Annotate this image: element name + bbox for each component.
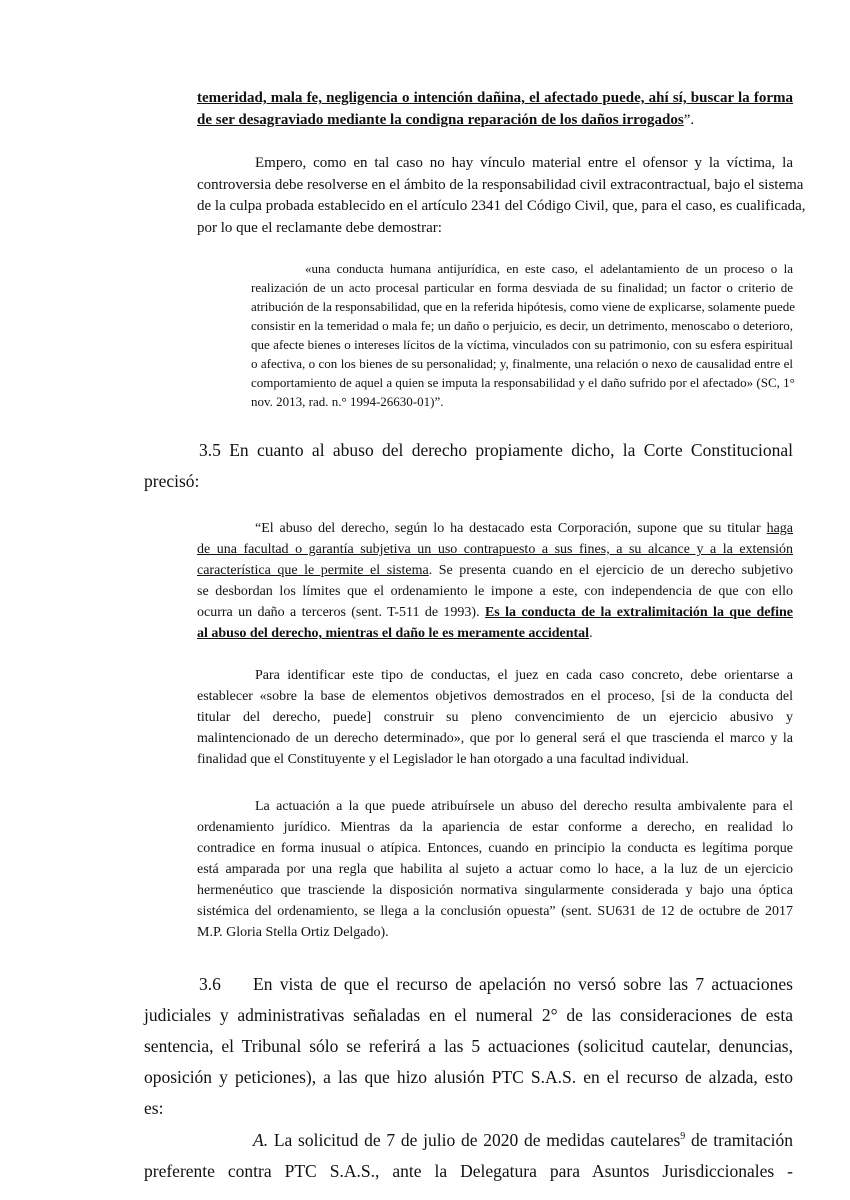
text-line: atribución de la responsabilidad, que en la referida hipótesis, como viene de explicarse, solamente puede (251, 299, 795, 314)
paragraph-para-identificar (197, 665, 793, 770)
text-line: temeridad, mala fe, negligencia o intención dañina, el afectado puede, ahí sí, buscar la forma (197, 90, 793, 106)
text-line: o afectiva, o con los bienes de su personalidad; y, finalmente, una relación o nexo de causalidad entre el (251, 356, 793, 371)
text-line: ordenamiento jurídico. Mientras da la apariencia de estar conforme a derecho, en realidad lo (197, 820, 793, 835)
text-line: judiciales y administrativas señaladas en el numeral 2° de las consideraciones de esta (144, 1005, 793, 1025)
text-line: malintencionado de un derecho determinado», que por lo general será el que trascienda el marco y la (197, 731, 793, 746)
text-line: finalidad que el Constituyente y el Legislador le han otorgado a una facultad individual. (197, 752, 689, 767)
text-line: contradice en forma inusual o atípica. Entonces, cuando en principio la conducta es legítima porque (197, 841, 793, 856)
paragraph-empero (197, 153, 806, 239)
text-line: La actuación a la que puede atribuírsele un abuso del derecho resulta ambivalente para el (255, 799, 793, 814)
text-line: está amparada por una regla que habilita al sujeto a actuar como lo hace, a la luz de un ejercicio (197, 862, 793, 877)
text-line: preferente contra PTC S.A.S., ante la Delegatura para Asuntos Jurisdiccionales - (144, 1161, 793, 1181)
section-3-5 (144, 435, 793, 497)
text-line: 3.5 En cuanto al abuso del derecho propiamente dicho, la Corte Constitucional (199, 440, 793, 460)
item-letter: A. (253, 1130, 269, 1150)
text-line: titular del derecho, puede] construir su pleno convencimiento de un ejercicio abusivo y (197, 710, 793, 725)
text-line: de una facultad o garantía subjetiva un uso contrapuesto a sus fines, a su alcance y a la extensión (197, 542, 793, 557)
text-line: característica que le permite el sistema. Se presenta cuando en el ejercicio de un derecho subjetivo (197, 563, 794, 578)
text-line: es: (144, 1098, 164, 1118)
text-line: sistémica del ordenamiento, se llega a la conclusión opuesta” (sent. SU631 de 12 de octubre de 2017 (197, 904, 793, 919)
quote-continuation (197, 88, 793, 131)
paragraph-la-actuacion (197, 796, 793, 943)
block-quote-cc (197, 518, 793, 644)
text-line: controversia debe resolverse en el ámbito de la responsabilidad civil extracontractual, bajo el sistema (197, 176, 804, 193)
text-line: Empero, como en tal caso no hay vínculo material entre el ofensor y la víctima, la (255, 155, 793, 171)
block-quote-sc (251, 259, 793, 411)
text-line: M.P. Gloria Stella Ortiz Delgado). (197, 925, 389, 940)
text-line: establecer «sobre la base de elementos objetivos demostrados en el proceso, [si de la conducta del (197, 689, 793, 704)
text-line: de la culpa probada establecido en el artículo 2341 del Código Civil, que, para el caso, es cualificada, (197, 198, 806, 214)
text-line: de ser desagraviado mediante la condigna reparación de los daños irrogados”. (197, 111, 695, 128)
text-line: que afecte bienes o intereses lícitos de la víctima, vinculados con su patrimonio, con su esfera espiritual (251, 337, 793, 352)
item-a (144, 1125, 793, 1187)
text-line: por lo que el reclamante debe demostrar: (197, 219, 442, 236)
section-number: 3.6 (199, 974, 221, 994)
text-line: “El abuso del derecho, según lo ha destacado esta Corporación, supone que su titular haga (255, 521, 793, 536)
section-3-6 (144, 969, 793, 1124)
footnote-ref[interactable]: 9 (680, 1131, 686, 1143)
text-line: A. La solicitud de 7 de julio de 2020 de medidas cautelares$^9$ de tramitación (253, 1130, 793, 1150)
text-line: Para identificar este tipo de conductas, el juez en cada caso concreto, debe orientarse a (255, 668, 793, 683)
text-line: se desbordan los límites que el ordenamiento le impone a este, con independencia de que con ello (197, 584, 793, 599)
text-line: hermenéutico que trasciende la disposición normativa singularmente considerada y bajo una óptica (197, 883, 793, 898)
text-line: comportamiento de aquel a quien se imputa la responsabilidad y el daño sufrido por el afectado» (SC, 1° (251, 375, 795, 390)
text-line: En vista de que el recurso de apelación no versó sobre las 7 actuaciones (253, 974, 793, 994)
text-line: «una conducta humana antijurídica, en este caso, el adelantamiento de un proceso o la (305, 261, 793, 276)
text-line: realización de un acto procesal particular en forma desviada de su finalidad; un factor o criterio de (251, 280, 793, 295)
text-line (144, 969, 793, 1000)
text-line: precisó: (144, 471, 200, 491)
text-line: consistir en la temeridad o mala fe; un daño o perjuicio, es decir, un detrimento, menoscabo o deterioro, (251, 318, 793, 333)
text-line: ocurra un daño a terceros (sent. T-511 de 1993). Es la conducta de la extralimitación la que define (197, 605, 793, 620)
text-line: al abuso del derecho, mientras el daño le es meramente accidental. (197, 626, 593, 641)
text-line: oposición y peticiones), a las que hizo alusión PTC S.A.S. en el recurso de alzada, esto (144, 1067, 793, 1087)
text-line: nov. 2013, rad. n.° 1994-26630-01)”. (251, 394, 444, 409)
text-line: sentencia, el Tribunal sólo se referirá a las 5 actuaciones (solicitud cautelar, denuncias, (144, 1036, 793, 1056)
